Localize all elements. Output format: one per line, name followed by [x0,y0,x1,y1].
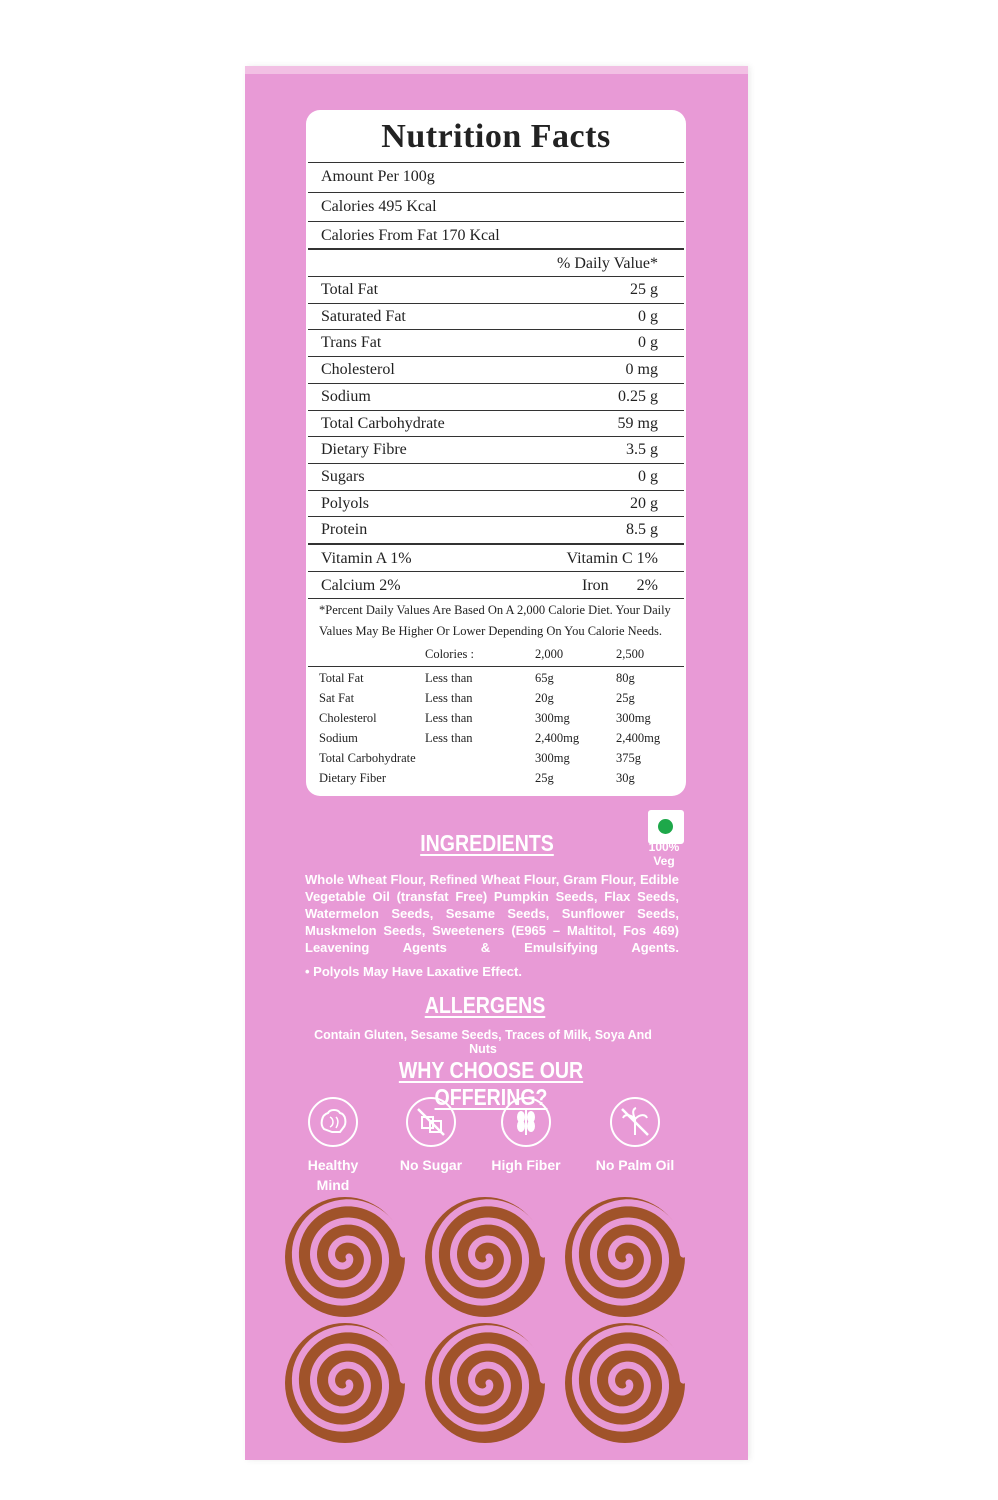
nutrient-value: 0 mg [625,361,658,379]
swirl-icon [560,1318,690,1453]
iron-label: Iron [582,577,609,594]
nutrient-row [308,329,684,357]
nutrient-label: Total Fat [321,281,379,298]
nutrient-row [308,463,684,491]
box-top-edge [245,66,748,74]
nutrient-value: 0 g [638,334,658,352]
polyols-note: • Polyols May Have Laxative Effect. [305,964,522,979]
nutrient-row [308,276,684,304]
daily-value-footnote: *Percent Daily Values Are Based On A 2,000 Calorie Diet. Your Daily Values May Be Higher Or Lower Depending On You Calorie Needs. [319,603,671,638]
table-cell-cond: Less than [425,711,473,725]
veg-badge-label [640,840,688,868]
table-cell-name: Cholesterol [319,711,377,725]
nutrient-label: Saturated Fat [321,307,406,325]
nutrient-value: 3.5 g [626,441,658,459]
no-sugar-icon [406,1097,456,1147]
daily-value-header-row [308,248,684,278]
feature-label-line1: High Fiber [491,1157,561,1173]
nutrient-row [308,490,684,518]
vitamin-row [308,543,684,573]
brain-icon [308,1097,358,1147]
nutrient-value: 59 mg [617,414,658,432]
table-cell-cond: Less than [425,691,473,705]
ingredients-text: Whole Wheat Flour, Refined Wheat Flour, Gram Flour, Edible Vegetable Oil (transfat Free) Pumpkin Seeds, Flax Seeds, Watermelon Seeds, Sesame Seeds, Sunflower Seeds, Muskmelon Seeds, Sweeteners (E965 – Maltitol, Fos 469) Leavening Agents & Emulsifying Agents. [305,872,679,955]
daily-value-header: % Daily Value* [556,255,658,272]
swirl-icon [560,1192,690,1327]
veg-badge [648,810,684,844]
table-header-label: Colories : [425,647,474,661]
table-header-col1: 2,000 [535,647,564,661]
nutrient-row [308,436,684,464]
nutrient-label: Total Carbohydrate [321,414,445,432]
mineral-row [308,571,684,600]
table-cell-v1: 65g [535,671,554,685]
table-cell-name: Total Fat [319,671,364,685]
no-palm-oil-icon [610,1097,660,1147]
table-cell-name: Dietary Fiber [319,771,386,785]
allergens-heading: ALLERGENS [424,992,546,1018]
feature-healthy-mind [288,1097,378,1195]
table-cell-name: Sodium [319,731,358,745]
why-heading: WHY CHOOSE OUR OFFERING? [398,1057,584,1110]
calories-from-fat-row [308,221,684,251]
amount-per-row [308,162,684,193]
feature-high-fiber [481,1097,571,1175]
nutrient-row [308,516,684,544]
nutrient-row [308,383,684,411]
nutrient-label: Protein [321,521,368,539]
calories-from-fat-label: Calories From Fat 170 Kcal [321,227,500,244]
table-cell-v1: 300mg [535,751,570,765]
nutrient-label: Cholesterol [321,361,395,379]
swirl-icon [280,1318,410,1453]
nutrient-label: Trans Fat [321,334,382,352]
table-header-col2: 2,500 [616,647,645,661]
ingredients-heading: INGREDIENTS [420,830,554,856]
feature-no-sugar [386,1097,476,1175]
table-cell-v1: 2,400mg [535,731,580,745]
nutrient-label: Sugars [321,467,365,485]
veg-badge-line2: Veg [653,854,675,868]
table-divider [308,666,684,667]
nutrient-value: 8.5 g [626,521,658,539]
veg-dot-icon [658,819,673,834]
calcium: Calcium 2% [321,577,401,594]
feature-label-line2: Mind [316,1177,350,1193]
table-cell-v1: 25g [535,771,554,785]
footnote-divider [308,598,684,599]
table-cell-v2: 25g [616,691,635,705]
nutrition-facts-panel [306,110,686,796]
nutrient-label: Dietary Fibre [321,441,407,459]
swirl-icon [280,1192,410,1327]
table-cell-cond: Less than [425,731,473,745]
table-cell-v2: 30g [616,771,635,785]
feature-no-palm-oil [590,1097,680,1175]
swirl-icon [420,1192,550,1327]
nutrient-value: 0.25 g [618,387,658,405]
nutrient-row [308,410,684,438]
table-cell-v2: 2,400mg [616,731,661,745]
nutrient-value: 20 g [630,494,658,512]
table-cell-v2: 80g [616,671,635,685]
table-cell-v2: 300mg [616,711,651,725]
nutrient-value: 0 g [638,307,658,325]
veg-badge-line1: 100% [648,840,680,854]
table-cell-name: Sat Fat [319,691,355,705]
nutrient-label: Polyols [321,494,370,512]
table-cell-name: Total Carbohydrate [319,751,416,765]
nutrient-row [308,356,684,384]
nutrition-title: Nutrition Facts [381,118,611,155]
iron-value: 2% [636,577,658,594]
table-cell-v1: 20g [535,691,554,705]
feature-label-line1: Healthy [307,1157,359,1173]
allergens-text: Contain Gluten, Sesame Seeds, Traces of Milk, Soya And Nuts [314,1028,652,1056]
vitamin-a: Vitamin A 1% [321,550,412,567]
feature-label-line1: No Sugar [399,1157,463,1173]
nutrient-row [308,303,684,331]
calories-label: Calories 495 Kcal [321,198,437,215]
nutrient-value: 0 g [638,467,658,485]
nutrient-label: Sodium [321,387,371,405]
calories-row [308,192,684,222]
wheat-icon [501,1097,551,1147]
vitamin-c: Vitamin C 1% [566,550,658,567]
amount-per-label: Amount Per 100g [321,168,435,185]
table-cell-v2: 375g [616,751,641,765]
feature-label-line1: No Palm Oil [595,1157,675,1173]
table-cell-cond: Less than [425,671,473,685]
table-cell-v1: 300mg [535,711,570,725]
swirl-icon [420,1318,550,1453]
nutrient-value: 25 g [630,281,658,298]
